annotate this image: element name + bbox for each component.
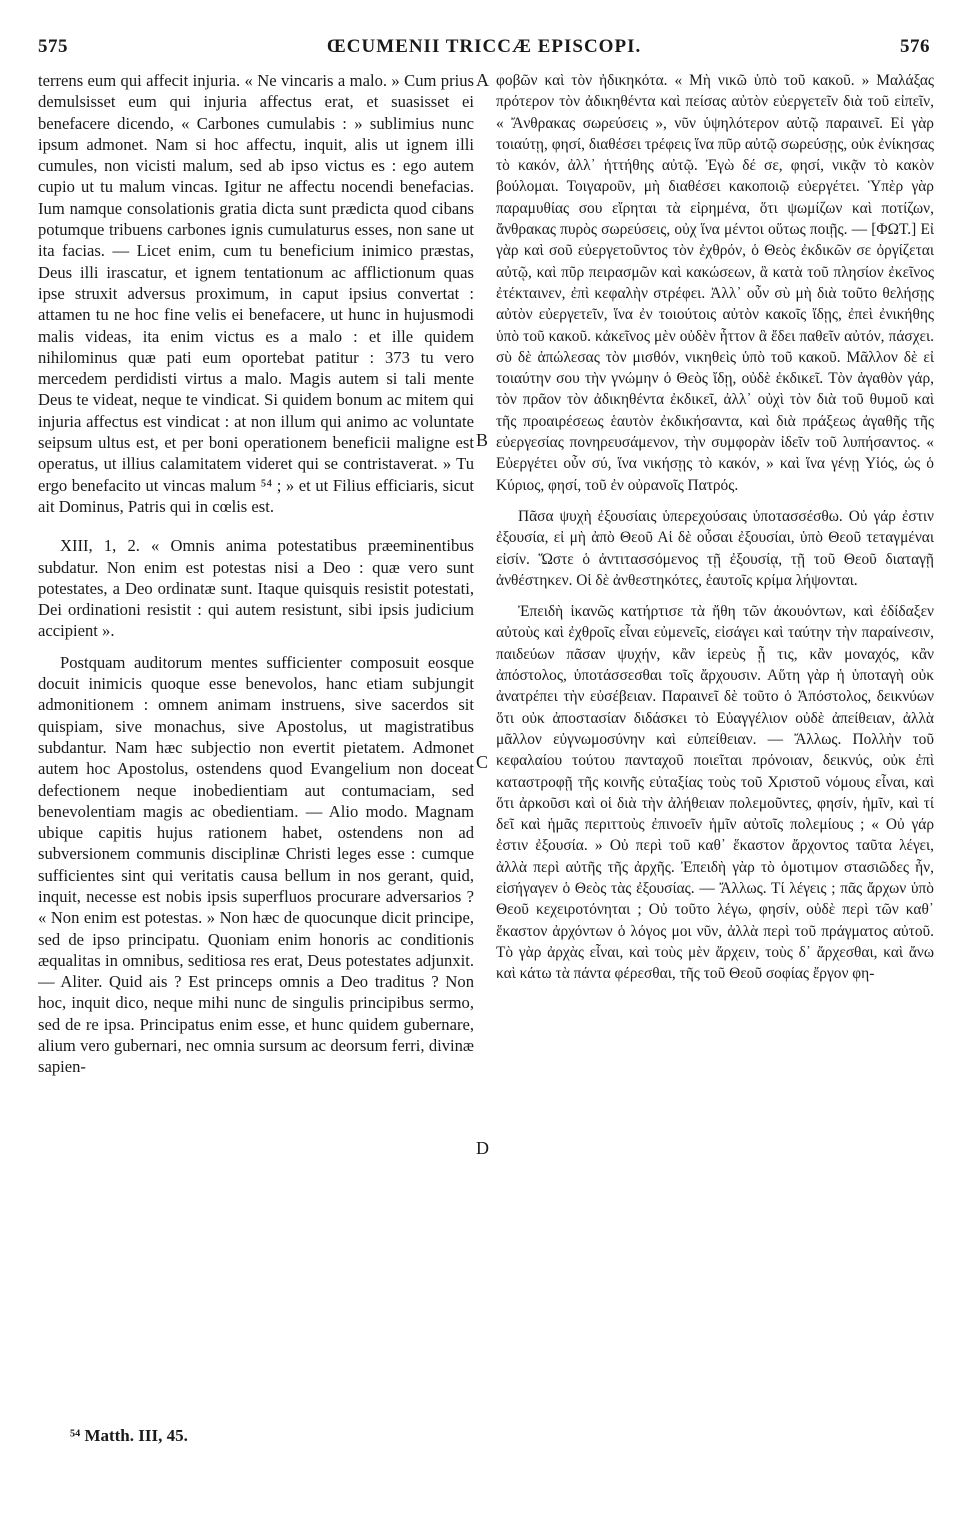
page-number-right: 576 <box>900 36 930 57</box>
greek-column <box>496 70 934 984</box>
latin-paragraph: terrens eum qui affecit injuria. « Ne vincaris a malo. » Cum prius demulsisset eum qui injuria affectus erat, et suasisset ei benefacere dicendo, « Carbones cumulabis : » sublimius nunc ipsum admonet. Nam si hoc affectu, inquit, alis ut ignem illi cumules, non vicisti malum, sed ab ipso victus es : ego autem cupio ut tu malum vincas. Igitur ne affectu nocendi benefacias. Ium namque consolationis gratia dicta sunt prædicta quod cibans potumque tribuens carbones ignis cumulaturus esses, non sane ut ita facias. — Licet enim, cum tu beneficium inimico præstas, Deus illi irascatur, et ignem tentationum ac afflictionum quas ipse struxit adversus proximum, in caput ipsius convertat : attamen tu ne hoc fine velis ei benefacere, ut hunc in hujusmodi malis videas, ita enim victus es a malo : et ille quidem nihilominus quæ pati eum oportebat patitur : 373 tu vero mercedem perdidisti virtus a malo. Magis autem si tali mente Deus te videat, neque te vindicat. Si quidem bonum ac mitem qui injuria affectus est vindicat : at non illum qui animo ac voluntate seipsum ultus est, et per boni operationem beneficii maligne est operatus, ut illius calamitatem videret qui se contristaverat. » Tu ergo benefacito ut vincas malum ⁵⁴ ; » et ut Filius efficiaris, sicut ait Dominus, Patris qui in cœlis est. <box>38 71 474 516</box>
page-number-left: 575 <box>38 36 68 57</box>
margin-marker-d: D <box>476 1138 489 1158</box>
margin-marker-a: A <box>476 70 489 90</box>
margin-marker-b: B <box>476 430 489 450</box>
latin-paragraph: Postquam auditorum mentes sufficienter composuit eosque docuit inimicis quoque esse benevolos, hanc etiam subjungit admonitionem : omnem animam instruens, sive sacerdos sit quispiam, sive monachus, sive Apostolus, ut magistratibus subdantur. Nam hæc subjectio non evertit pietatem. Admonet autem hoc Apostolus, ostendens quod Evangelium non doceat defectionem neque inobedientiam aut contumaciam, sed benevolentiam magis ac obedientiam. — Alio modo. Magnam ubique capitis hujus rationem habet, ostendens non ad subversionem communis disciplinæ Christi leges esse : cumque sufficientes sint qui veritatis causa bellum in nos gerant, quid, inquit, necesse est nobis ipsis superfluos procurare adversarios ? « Non enim est potestas. » Non hæc de quocunque dicit principe, sed de ipso principatu. Quoniam enim honoris ac conditionis æqualitas in omnibus, seditiosa res erat, Deus potestates adjunxit. — Aliter. Quid ais ? Est princeps omnis a Deo traditus ? Non hoc, inquit dico, neque mihi nunc de singulis principibus sermo, sed de re ipsa. Principatus enim esse, et hunc quidem gubernare, alium vero gubernari, nec omnia sursum ac deorsum ferri, divinæ sapien- <box>38 652 474 1077</box>
running-title: ŒCUMENII TRICCÆ EPISCOPI. <box>326 36 642 57</box>
latin-scripture-quote: XIII, 1, 2. « Omnis anima potestatibus præeminentibus subdatur. Non enim est potestas nisi a Deo : quæ vero sunt potestates, a Deo ordinatæ sunt. Itaque quisquis resistit potestati, Dei ordinationi resistit : qui autem resistunt, sibi ipsis judicium accipient ». <box>38 536 474 641</box>
margin-marker-c: C <box>476 752 489 772</box>
greek-paragraph: Ἐπειδὴ ἱκανῶς κατήρτισε τὰ ἤθη τῶν ἀκουόντων, καὶ ἐδίδαξεν αὐτοὺς καὶ ἐχθροῖς εἶναι εὐμενεῖς, εἰσάγει καὶ ταύτην τὴν παραίνεσιν, παιδεύων πᾶσαν ψυχήν, κἂν ἱερεὺς ᾖ τις, κἂν μοναχός, κἂν ἀπόστολος, ὑποτάσσεσθαι τοῖς ἄρχουσιν. Αὕτη γὰρ ἡ ὑποταγὴ οὐκ ἀνατρέπει τὴν εὐσέβειαν. Παραινεῖ δὲ τοῦτο ὁ Ἀπόστολος, δεικνύων ὅτι οὐκ ἀποστασίαν διδάσκει τὸ Εὐαγγέλιον οὐδὲ ἀπείθειαν, ἀλλὰ μᾶλλον εὐγνωμοσύνην καὶ εὐπείθειαν. — Ἄλλως. Πολλὴν τοῦ κεφαλαίου τούτου πανταχοῦ ποιεῖται πρόνοιαν, δεικνύς, οὐκ ἐπὶ καταστροφῇ τῆς κοινῆς εὐταξίας τοὺς τοῦ Χριστοῦ νόμους εἶναι, καὶ ὅτι ἀρκοῦσι καὶ οἱ διὰ τὴν ἀλήθειαν πολεμοῦντες, φησίν, ἡμῖν, καὶ τί δεῖ καὶ ἡμᾶς περιττοὺς ἐπινοεῖν ἡμῖν αὐτοῖς πολεμίους ; « Οὐ γάρ ἐστιν ἐξουσία. » Οὐ περὶ τοῦ καθ᾽ ἕκαστον ἄρχοντος ταῦτα λέγει, ἀλλὰ περὶ αὐτῆς τῆς ἀρχῆς. Ἐπειδὴ γὰρ τὸ ὁμοτιμον στασιῶδες ἦν, εἰσήγαγεν ὁ Θεὸς τὰς ἐξουσίας. — Ἄλλως. Τί λέγεις ; πᾶς ἄρχων ὑπὸ Θεοῦ κεχειροτόνηται ; Οὐ τοῦτο λέγω, φησίν, οὐδὲ περὶ τῶν καθ᾽ ἕκαστον ἀρχόντων ὁ λόγος μοι νῦν, ἀλλὰ περὶ τοῦ πράγματος αὐτοῦ. Τὸ γὰρ ἀρχὰς εἶναι, καὶ τοὺς μὲν ἄρχειν, τοὺς δ᾽ ἄρχεσθαι, καὶ ἄνω καὶ κάτω τὰ πάντα φέρεσθαι, τῆς τοῦ Θεοῦ σοφίας ἔργον φη- <box>496 603 934 983</box>
greek-paragraph: φοβῶν καὶ τὸν ἠδικηκότα. « Μὴ νικῶ ὑπὸ τοῦ κακοῦ. » Μαλάξας πρότερον τὸν ἀδικηθέντα καὶ πείσας αὐτὸν εὐεργετεῖν διὰ τοῦ εἰπεῖν, « Ἄνθρακας σωρεύσεις », νῦν ὑψηλότερον αὐτῷ παραινεῖ. Εἰ γὰρ τοιαύτῃ, φησί, διαθέσει τρέφεις ἵνα πῦρ αὐτῷ σωρεύσῃς, οὐκ ἐνίκησας τὸ κακόν, ἀλλ᾽ ἡττήθης αὐτῷ. Ἐγὼ δέ σε, φησί, νικᾷν τὸ κακὸν βούλομαι. Τοιγαροῦν, μὴ διαθέσει κακοποιῷ εὐεργέτει. Ὑπὲρ γὰρ παραμυθίας σου εἴρηται τὰ εἰρημένα, ὅτι ψωμίζων καὶ ποτίζων, ἄνθρακας πυρὸς σωρεύσεις, οὐχ ἵνα μέντοι οὕτως ποιῇς. — [ΦΩΤ.] Εἰ γὰρ καὶ σοῦ εὐεργετοῦντος τὸν ἐχθρόν, ὁ Θεὸς ἐκδικῶν σε ὀργίζεται αὐτῷ, καὶ πῦρ πειρασμῶν καὶ κακώσεων, ἃ κατὰ τοῦ πλησίον ἐκεῖνος ἐτέκταινεν, ἐπὶ κεφαλὴν στρέφει. Ἀλλ᾽ οὖν σὺ μὴ διὰ τοῦτο θελήσῃς αὐτὸν εὐεργετεῖν, ἵνα ἐν τοιούτοις αὐτὸν κακοῖς ἴδῃς, ἐπεὶ ἐνικήθης ὑπὸ τοῦ κακοῦ. κἀκεῖνος μὲν οὐδὲν ἧττον ἃ ἔδει παθεῖν αὐτόν, πάσχει. σὺ δὲ ἀπώλεσας τὸν μισθόν, νικηθεὶς ὑπὸ τοῦ κακοῦ. Μᾶλλον δὲ εἰ τοιαύτην σου τὴν γνώμην ὁ Θεὸς ἴδῃ, οὐδὲ ἐκδικεῖ. Τὸν ἀγαθὸν γάρ, τὸν πρᾶον τὸν ἀδικηθέντα ἐκδικεῖ, ἀλλ᾽ οὐχὶ τὸν διὰ τοῦ θυμοῦ καὶ τῆς προαιρέσεως ἑαυτὸν ἐκδικήσαντα, καὶ διὰ πράξεως ἀγαθῆς τῆς εὐεργεσίας πονηρευσάμενον, τὴν συμφορὰν ἰδεῖν τοῦ λυπήσαντος. « Εὐεργέτει οὖν σύ, ἵνα νικήσῃς τὸ κακόν, » καὶ ἵνα γένῃ Υἱός, ὡς ὁ Κύριος, φησί, τοῦ ἐν οὐρανοῖς Πατρός. <box>496 72 934 494</box>
footnote: ⁵⁴ Matth. III, 45. <box>70 1426 188 1445</box>
greek-scripture-quote: Πᾶσα ψυχὴ ἐξουσίαις ὑπερεχούσαις ὑποτασσέσθω. Οὐ γάρ ἐστιν ἐξουσία, εἰ μὴ ἀπὸ Θεοῦ Αἱ δὲ οὖσαι ἐξουσίαι, ὑπὸ Θεοῦ τεταγμέναι εἰσίν. Ὥστε ὁ ἀντιτασσόμενος τῇ ἐξουσίᾳ, τῇ τοῦ Θεοῦ διαταγῇ ἀνθέστηκεν. Οἱ δὲ ἀνθεστηκότες, ἑαυτοῖς κρίμα λήψονται. <box>496 507 934 589</box>
latin-column <box>38 70 474 1078</box>
